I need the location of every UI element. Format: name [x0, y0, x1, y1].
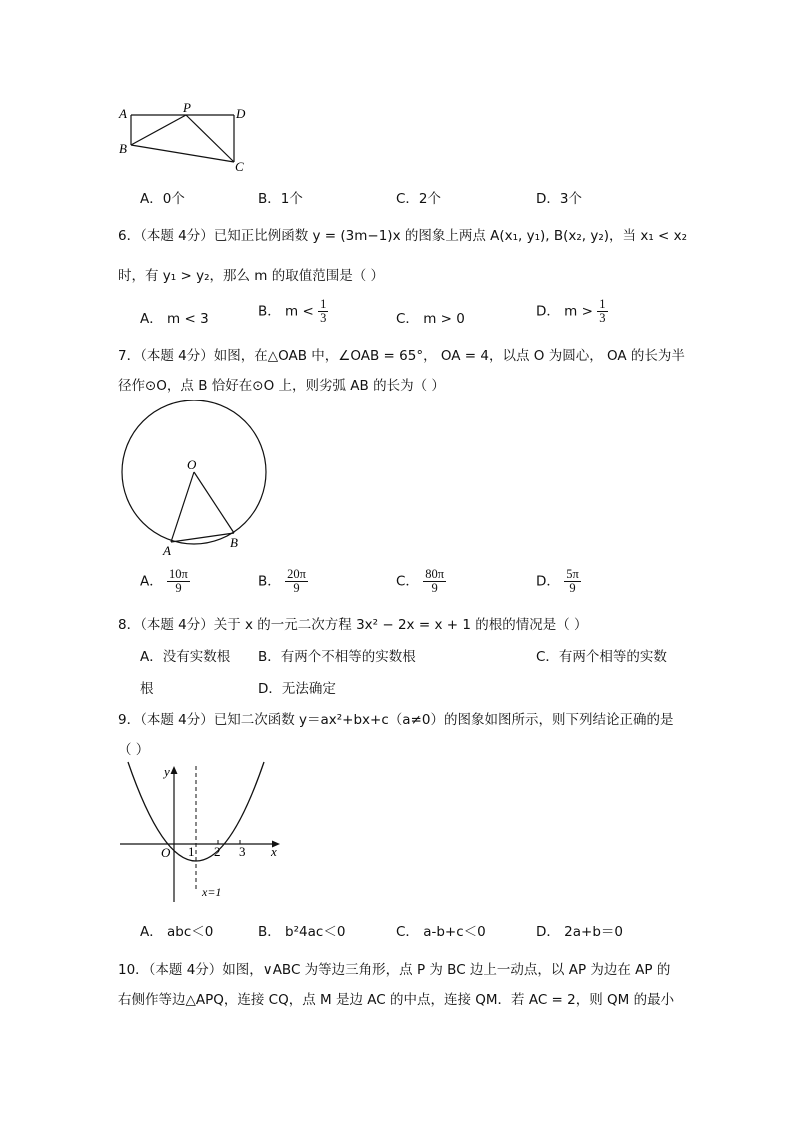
q7-option-b[interactable]: [258, 568, 308, 595]
fig9-tick-1: 1: [188, 844, 195, 859]
q9-stem-line1: 9．（本题 4分）已知二次函数 y＝ax²+bx+c（a≠0）的图象如图所示，则下列结论正确的是: [118, 712, 674, 728]
q5-option-a[interactable]: A．0个: [140, 191, 185, 207]
q10-stem-line1: 10．（本题 4分）如图，∨ABC 为等边三角形，点 P 为 BC 边上一动点，以 AP 为边在 AP 的: [118, 962, 671, 978]
fig9-label-y: y: [164, 764, 170, 779]
q7-figure: [114, 400, 274, 560]
fig5-label-d: D: [236, 106, 246, 121]
q8-option-b[interactable]: B．有两个不相等的实数根: [258, 649, 416, 665]
y-axis-arrow: [171, 766, 178, 774]
q9-graph: [114, 760, 289, 905]
q7-c-den: 9: [431, 581, 438, 595]
fig5-label-p: P: [183, 100, 191, 115]
q5-option-b[interactable]: B．1个: [258, 191, 303, 207]
q7-d-den: 9: [569, 581, 576, 595]
q7-b-den: 9: [293, 581, 300, 595]
q7-d-fraction: [564, 568, 581, 595]
q5-option-d[interactable]: D．3个: [536, 191, 582, 207]
q8-option-a[interactable]: A．没有实数根: [140, 649, 231, 665]
q6-option-d[interactable]: [536, 298, 608, 325]
fig9-label-o: O: [161, 845, 171, 860]
q8-option-d[interactable]: D．无法确定: [258, 681, 336, 697]
q9-option-d[interactable]: D． 2a+b＝0: [536, 924, 624, 940]
q7-a-num: 10π: [169, 567, 188, 581]
q7-c-label: C．: [396, 573, 419, 590]
q7-c-fraction: [423, 568, 446, 595]
q7-d-num: 5π: [566, 567, 579, 581]
q7-b-label: B．: [258, 573, 281, 590]
fig5-label-a: A: [119, 106, 127, 121]
fig9-symmetry-label: x=1: [202, 885, 222, 899]
q7-a-den: 9: [175, 581, 182, 595]
q7-b-fraction: [285, 568, 308, 595]
q6-option-d-prefix: D． m >: [536, 303, 593, 320]
q7-a-label: A．: [140, 573, 163, 590]
q6-b-num: 1: [320, 297, 327, 311]
fig9-tick-2: 2: [214, 844, 221, 859]
q6-b-den: 3: [320, 311, 327, 325]
q9-option-a[interactable]: A． abc＜0: [140, 924, 214, 940]
q6-option-c[interactable]: C． m > 0: [396, 311, 465, 327]
q7-stem-line1: 7．（本题 4分）如图，在△OAB 中，∠OAB = 65°， OA = 4，以点 O 为圆心， OA 的长为半: [118, 348, 685, 364]
q7-option-c[interactable]: [396, 568, 446, 595]
q6-option-b[interactable]: [258, 298, 328, 325]
q6-stem-line2: 时，有 y₁ > y₂，那么 m 的取值范围是（ ）: [118, 268, 385, 284]
q6-d-num: 1: [599, 297, 606, 311]
q6-option-d-fraction: [597, 298, 607, 325]
q8-option-c[interactable]: C．有两个相等的实数: [536, 649, 667, 665]
fig9-label-x: x: [271, 844, 277, 859]
q7-option-a[interactable]: [140, 568, 190, 595]
q7-d-label: D．: [536, 573, 560, 590]
q6-d-den: 3: [599, 311, 606, 325]
q7-c-num: 80π: [425, 567, 445, 581]
q7-option-d[interactable]: [536, 568, 581, 595]
q6-option-b-prefix: B． m <: [258, 303, 314, 320]
q8-option-c-continued: 根: [140, 681, 154, 697]
q5-option-c[interactable]: C．2个: [396, 191, 442, 207]
q10-stem-line2: 右侧作等边△APQ，连接 CQ，点 M 是边 AC 的中点，连接 QM．若 AC = 2，则 QM 的最小: [118, 992, 675, 1008]
fig5-label-c: C: [235, 159, 244, 174]
fig5-label-b: B: [119, 141, 127, 156]
fig7-label-b: B: [230, 535, 238, 550]
q6-stem-line1: 6．（本题 4分）已知正比例函数 y = (3m−1)x 的图象上两点 A(x₁, y₁), B(x₂, y₂)，当 x₁ < x₂: [118, 228, 688, 244]
q9-option-c[interactable]: C． a-b+c＜0: [396, 924, 486, 940]
fig7-label-o: O: [187, 457, 197, 472]
q9-stem-line2: （ ）: [118, 742, 150, 758]
q7-b-num: 20π: [287, 567, 306, 581]
q8-stem: 8．（本题 4分）关于 x 的一元二次方程 3x² − 2x = x + 1 的根的情况是（ ）: [118, 617, 588, 633]
q6-option-b-fraction: [318, 298, 328, 325]
q9-option-b[interactable]: B． b²4ac＜0: [258, 924, 346, 940]
q7-stem-line2: 径作⊙O，点 B 恰好在⊙O 上，则劣弧 AB 的长为（ ）: [118, 378, 445, 394]
q5-figure: [114, 100, 254, 175]
q7-a-fraction: [167, 568, 190, 595]
q6-option-a[interactable]: A． m < 3: [140, 311, 209, 327]
fig9-tick-3: 3: [239, 844, 246, 859]
fig7-label-a: A: [163, 543, 171, 558]
